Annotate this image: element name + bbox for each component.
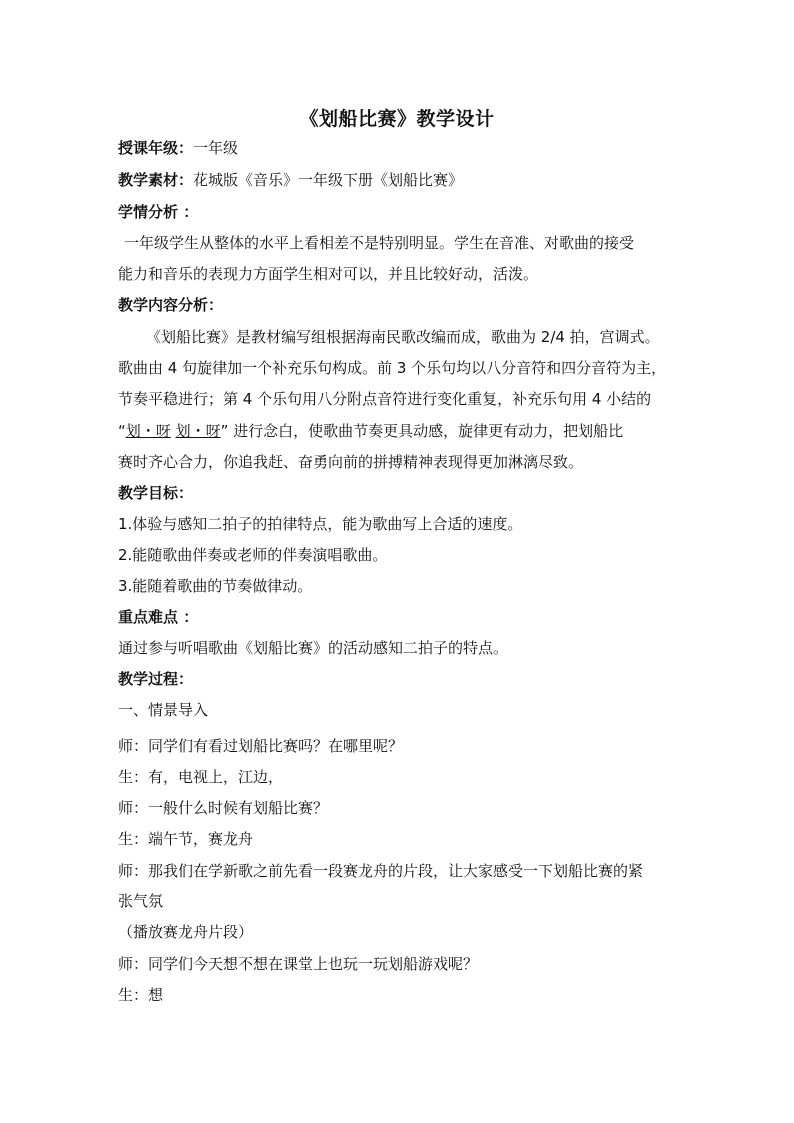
- material-label: 教学素材：: [118, 171, 194, 189]
- dialogue-line: （播放赛龙舟片段）: [118, 923, 254, 941]
- quote-open: “: [118, 422, 126, 440]
- dialogue-line: 师：同学们今天想不想在课堂上也玩一玩划船游戏呢？: [118, 955, 479, 973]
- content-text-line: 赛时齐心合力，你追我赶、奋勇向前的拼搏精神表现得更加淋漓尽致。: [118, 453, 584, 471]
- chant-underlined: 划・呀: [125, 422, 171, 440]
- grade-line: [118, 138, 688, 158]
- goal-item: 2.能随歌曲伴奏或老师的伴奏演唱歌曲。: [118, 546, 388, 564]
- dialogue-line: 生：想: [118, 986, 164, 1004]
- grade-value: 一年级: [193, 139, 239, 157]
- document-title: 《划船比赛》教学设计: [299, 108, 495, 130]
- content-text-line: 歌曲由 4 句旋律加一个补充乐句构成。前 3 个乐句均以八分音符和四分音符为主，: [118, 359, 667, 377]
- process-heading: 教学过程：: [118, 670, 194, 688]
- goals-heading: 教学目标：: [118, 484, 194, 502]
- learner-text-line: 能力和音乐的表现力方面学生相对可以，并且比较好动，活泼。: [118, 265, 539, 283]
- dialogue-line: 张气氛: [118, 892, 164, 910]
- material-value: 花城版《音乐》一年级下册《划船比赛》: [193, 171, 464, 189]
- dialogue-line: 师：一般什么时候有划船比赛？: [118, 799, 329, 817]
- chant-underlined: 划・呀: [175, 422, 221, 440]
- key-heading: 重点难点 ：: [118, 608, 199, 626]
- content-text-line: [118, 421, 688, 441]
- dialogue-line: 生：有，电视上，江边，: [118, 768, 284, 786]
- dialogue-line: 师：同学们有看过划船比赛吗？在哪里呢？: [118, 737, 404, 755]
- learner-heading: 学情分析 ：: [118, 203, 199, 221]
- dialogue-line: 师：那我们在学新歌之前先看一段赛龙舟的片段，让大家感受一下划船比赛的紧: [118, 862, 644, 880]
- learner-text-line: 一年级学生从整体的水平上看相差不是特别明显。学生在音准、对歌曲的接受: [124, 234, 635, 252]
- content-heading: 教学内容分析：: [118, 296, 224, 314]
- material-line: [118, 170, 688, 190]
- grade-label: 授课年级：: [118, 139, 194, 157]
- content-text-line: 《划船比赛》是教材编写组根据海南民歌改编而成，歌曲为 2/4 拍，宫调式。: [146, 328, 660, 346]
- goal-item: 3.能随着歌曲的节奏做律动。: [118, 577, 313, 595]
- content-text-line: 节奏平稳进行；第 4 个乐句用八分附点音符进行变化重复，补充乐句用 4 小结的: [118, 390, 652, 408]
- process-section-title: 一、情景导入: [118, 701, 209, 719]
- content-text-rest: ” 进行念白，使歌曲节奏更具动感，旋律更有动力，把划船比: [220, 422, 624, 440]
- goal-item: 1.体验与感知二拍子的拍律特点，能为歌曲写上合适的速度。: [118, 515, 523, 533]
- dialogue-line: 生：端午节，赛龙舟: [118, 830, 254, 848]
- key-text: 通过参与听唱歌曲《划船比赛》的活动感知二拍子的特点。: [118, 639, 509, 657]
